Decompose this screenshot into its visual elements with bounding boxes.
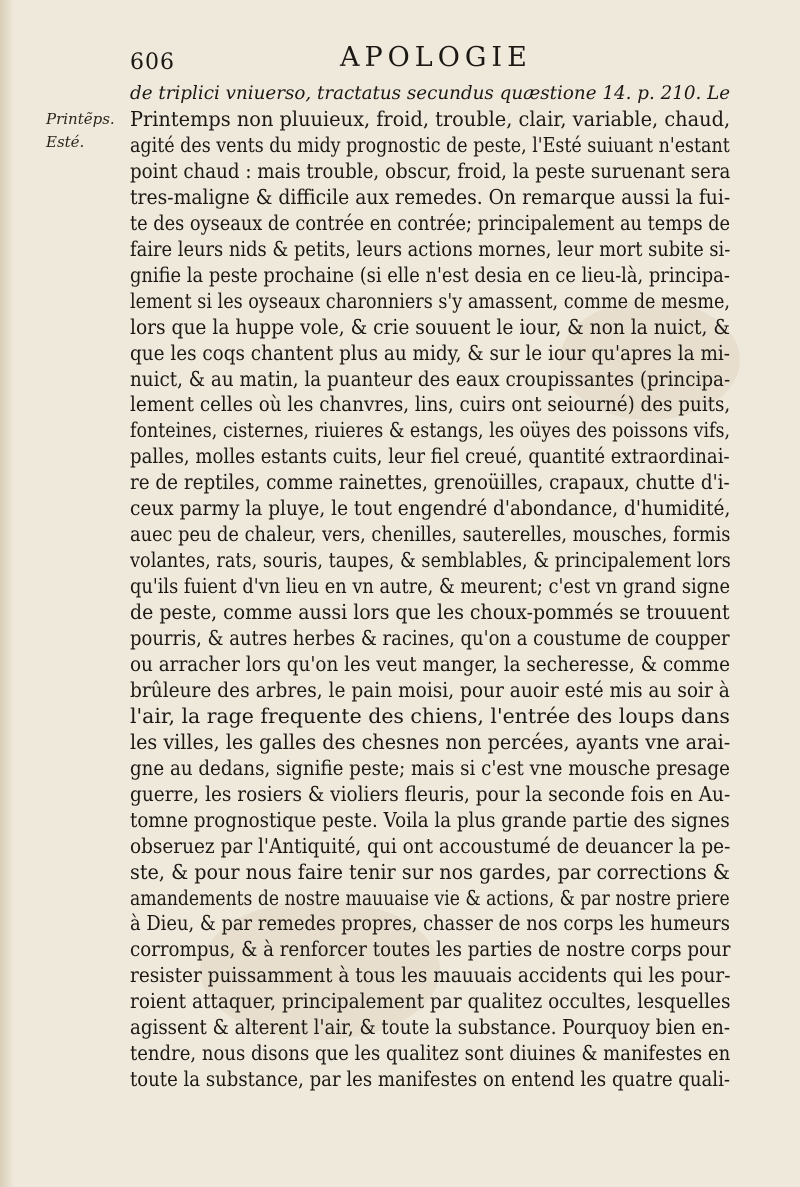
running-title: APOLOGIE bbox=[340, 42, 532, 73]
text-line: agité des vents du midy prognostic de peste, l'Esté suiuant n'estant bbox=[130, 132, 730, 157]
text-line: fonteines, cisternes, riuieres & estangs, les oüyes des poissons vifs, bbox=[130, 418, 731, 443]
page-number: 606 bbox=[130, 50, 175, 75]
page-binding-edge bbox=[0, 0, 14, 1187]
margin-note-summer: Esté. bbox=[46, 133, 85, 151]
text-line: tomne prognostique peste. Voila la plus grande partie des signes bbox=[130, 807, 730, 832]
text-line: re de reptiles, comme rainettes, grenoüilles, crapaux, chutte d'i- bbox=[130, 470, 730, 495]
text-line: auec peu de chaleur, vers, chenilles, sauterelles, mousches, formis bbox=[130, 522, 731, 547]
margin-note-spring: Printẽps. bbox=[46, 110, 115, 128]
text-line: roient attaquer, principalement par qualitez occultes, lesquelles bbox=[130, 989, 731, 1014]
text-line: nuict, & au matin, la puanteur des eaux croupissantes (principa- bbox=[130, 366, 731, 391]
text-line: gnifie la peste prochaine (si elle n'est desia en ce lieu-là, principa- bbox=[130, 262, 730, 287]
text-line: l'air, la rage frequente des chiens, l'entrée des loups dans bbox=[130, 703, 730, 728]
text-line: obseruez par l'Antiquité, qui ont accoustumé de deuancer la pe- bbox=[130, 833, 731, 858]
text-line: brûleure des arbres, le pain moisi, pour auoir esté mis au soir à bbox=[130, 677, 730, 702]
text-line: Printemps non pluuieux, froid, trouble, clair, variable, chaud, bbox=[130, 107, 731, 131]
text-line: resister puissamment à tous les mauuais accidents qui les pour- bbox=[130, 963, 731, 988]
text-line: ceux parmy la pluye, le tout engendré d'abondance, d'humidité, bbox=[130, 496, 731, 521]
text-line: gne au dedans, signifie peste; mais si c'est vne mousche presage bbox=[130, 755, 730, 780]
text-line: lement celles où les chanvres, lins, cuirs ont seiourné) des puits, bbox=[130, 392, 731, 417]
text-line: faire leurs nids & petits, leurs actions mornes, leur mort subite si- bbox=[130, 236, 731, 261]
text-line: les villes, les galles des chesnes non percées, ayants vne arai- bbox=[130, 729, 731, 754]
text-line: à Dieu, & par remedes propres, chasser de nos corps les humeurs bbox=[130, 911, 730, 936]
text-line: point chaud : mais trouble, obscur, froid, la peste suruenant sera bbox=[130, 158, 731, 183]
text-line: te des oyseaux de contrée en contrée; principalement au temps de bbox=[130, 210, 731, 235]
text-line: lement si les oyseaux charonniers s'y amassent, comme de mesme, bbox=[130, 288, 730, 313]
text-line: toute la substance, par les manifestes on entend les quatre quali- bbox=[130, 1067, 730, 1092]
text-line: guerre, les rosiers & violiers fleuris, pour la seconde fois en Au- bbox=[130, 781, 731, 806]
text-line: palles, molles estants cuits, leur fiel creué, quantité extraordinai- bbox=[130, 444, 730, 469]
text-line: ste, & pour nous faire tenir sur nos gardes, par corrections & bbox=[130, 859, 730, 884]
text-line: agissent & alterent l'air, & toute la substance. Pourquoy bien en- bbox=[130, 1015, 730, 1040]
text-line: corrompus, & à renforcer toutes les parties de nostre corps pour bbox=[130, 937, 731, 962]
text-line: que les coqs chantent plus au midy, & sur le iour qu'apres la mi- bbox=[130, 340, 731, 365]
text-line: lors que la huppe vole, & crie souuent le iour, & non la nuict, & bbox=[130, 314, 730, 339]
text-line: de peste, comme aussi lors que les choux-pommés se trouuent bbox=[130, 600, 730, 625]
text-line: amandements de nostre mauuaise vie & actions, & par nostre priere bbox=[130, 885, 730, 910]
text-line: tendre, nous disons que les qualitez sont diuines & manifestes en bbox=[130, 1041, 731, 1066]
text-line: tres-maligne & difficile aux remedes. On remarque aussi la fui- bbox=[130, 184, 731, 209]
text-line: ou arracher lors qu'on les veut manger, la secheresse, & comme bbox=[130, 651, 730, 676]
text-line: qu'ils fuient d'vn lieu en vn autre, & meurent; c'est vn grand signe bbox=[130, 574, 730, 599]
citation-line: de triplici vniuerso, tractatus secundus quæstione 14. p. 210. Le bbox=[130, 82, 731, 104]
text-line: volantes, rats, souris, taupes, & semblables, & principalement lors bbox=[130, 548, 731, 573]
text-line: pourris, & autres herbes & racines, qu'on a coustume de coupper bbox=[130, 626, 730, 650]
